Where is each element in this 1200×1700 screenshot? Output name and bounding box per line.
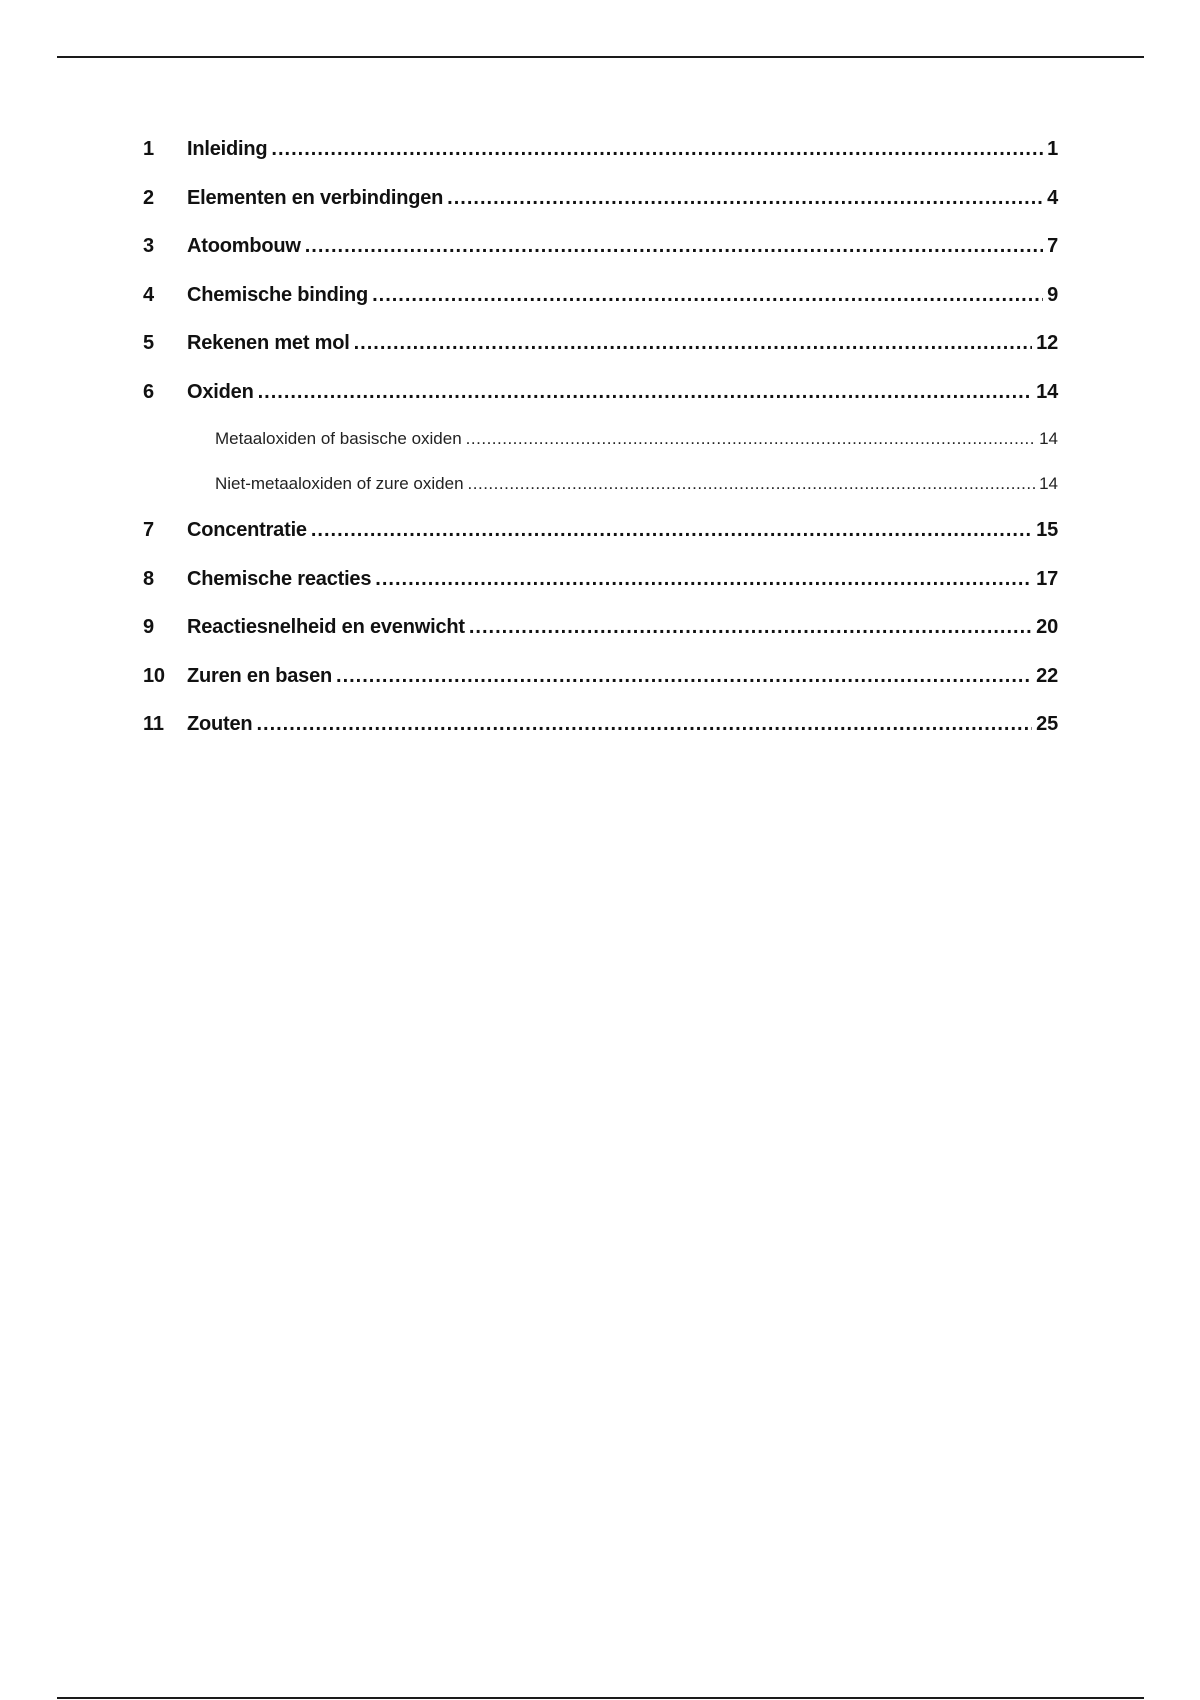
toc-entry-number: 11 (143, 713, 164, 735)
toc-entry-rekenen-met-mol[interactable] (143, 332, 1058, 381)
toc-entry-number: 10 (143, 664, 165, 687)
toc-entry-number: 2 (143, 186, 154, 209)
header-rule (57, 56, 1144, 58)
toc-entry-title: Zouten (187, 713, 253, 735)
toc-entry-number: 8 (143, 567, 154, 590)
toc-entry-title: Concentratie (187, 519, 307, 541)
toc-entry-title: Reactiesnelheid en evenwicht (187, 616, 465, 638)
toc-entry-page: 17 (1036, 567, 1058, 590)
toc-entry-number: 1 (143, 138, 154, 160)
toc-entry-zouten[interactable] (143, 713, 1058, 762)
toc-entry-title: Inleiding (187, 138, 268, 160)
toc-entry-title: Rekenen met mol (187, 332, 350, 354)
toc-entry-page: 4 (1047, 186, 1058, 209)
toc-entry-number: 6 (143, 380, 154, 403)
toc-entry-page: 1 (1047, 138, 1058, 160)
toc-entry-concentratie[interactable] (143, 519, 1058, 568)
toc-entry-title: Chemische reacties (187, 567, 372, 590)
dot-leader (468, 474, 1036, 494)
toc-entry-atoombouw[interactable] (143, 235, 1058, 284)
toc-entry-page: 14 (1039, 474, 1058, 493)
toc-entry-reactiesnelheid-en-evenwicht[interactable] (143, 616, 1058, 665)
toc-entry-elementen-en-verbindingen[interactable] (143, 187, 1058, 236)
footer-rule (57, 1697, 1144, 1699)
dot-leader (375, 568, 1032, 591)
toc-entry-page: 7 (1047, 235, 1058, 257)
dot-leader (258, 381, 1033, 404)
dot-leader (447, 187, 1043, 210)
toc-entry-number: 5 (143, 332, 154, 354)
dot-leader (305, 235, 1043, 258)
toc-entry-title: Elementen en verbindingen (187, 186, 444, 209)
toc-entry-number: 4 (143, 283, 154, 306)
dot-leader (256, 713, 1032, 736)
toc-entry-title: Chemische binding (187, 283, 369, 306)
toc-entry-number: 7 (143, 519, 154, 541)
toc-entry-page: 22 (1036, 664, 1058, 687)
toc-entry-inleiding[interactable] (143, 138, 1058, 187)
toc-entry-number: 3 (143, 235, 154, 257)
dot-leader (354, 332, 1033, 355)
toc-entry-page: 25 (1036, 713, 1058, 735)
dot-leader (271, 138, 1043, 161)
table-of-contents (143, 138, 1058, 762)
toc-entry-title: Metaaloxiden of basische oxiden (215, 429, 462, 448)
toc-entry-chemische-reacties[interactable] (143, 568, 1058, 617)
toc-entry-title: Atoombouw (187, 235, 301, 257)
toc-entry-page: 14 (1039, 429, 1058, 448)
toc-subentry-metaaloxiden[interactable] (143, 429, 1058, 474)
toc-entry-zuren-en-basen[interactable] (143, 665, 1058, 714)
toc-entry-chemische-binding[interactable] (143, 284, 1058, 333)
toc-entry-page: 9 (1047, 283, 1058, 306)
dot-leader (311, 519, 1032, 542)
toc-entry-page: 14 (1036, 380, 1058, 403)
toc-entry-page: 12 (1036, 332, 1058, 354)
dot-leader (372, 284, 1043, 307)
toc-entry-page: 15 (1036, 519, 1058, 541)
toc-subentry-niet-metaaloxiden[interactable] (143, 474, 1058, 519)
dot-leader (466, 429, 1035, 449)
dot-leader (336, 665, 1032, 688)
toc-entry-title: Niet-metaaloxiden of zure oxiden (215, 474, 464, 493)
toc-entry-oxiden[interactable] (143, 381, 1058, 430)
toc-entry-title: Zuren en basen (187, 664, 333, 687)
toc-entry-page: 20 (1036, 616, 1058, 638)
dot-leader (469, 616, 1032, 639)
toc-entry-title: Oxiden (187, 380, 254, 403)
toc-entry-number: 9 (143, 616, 154, 638)
